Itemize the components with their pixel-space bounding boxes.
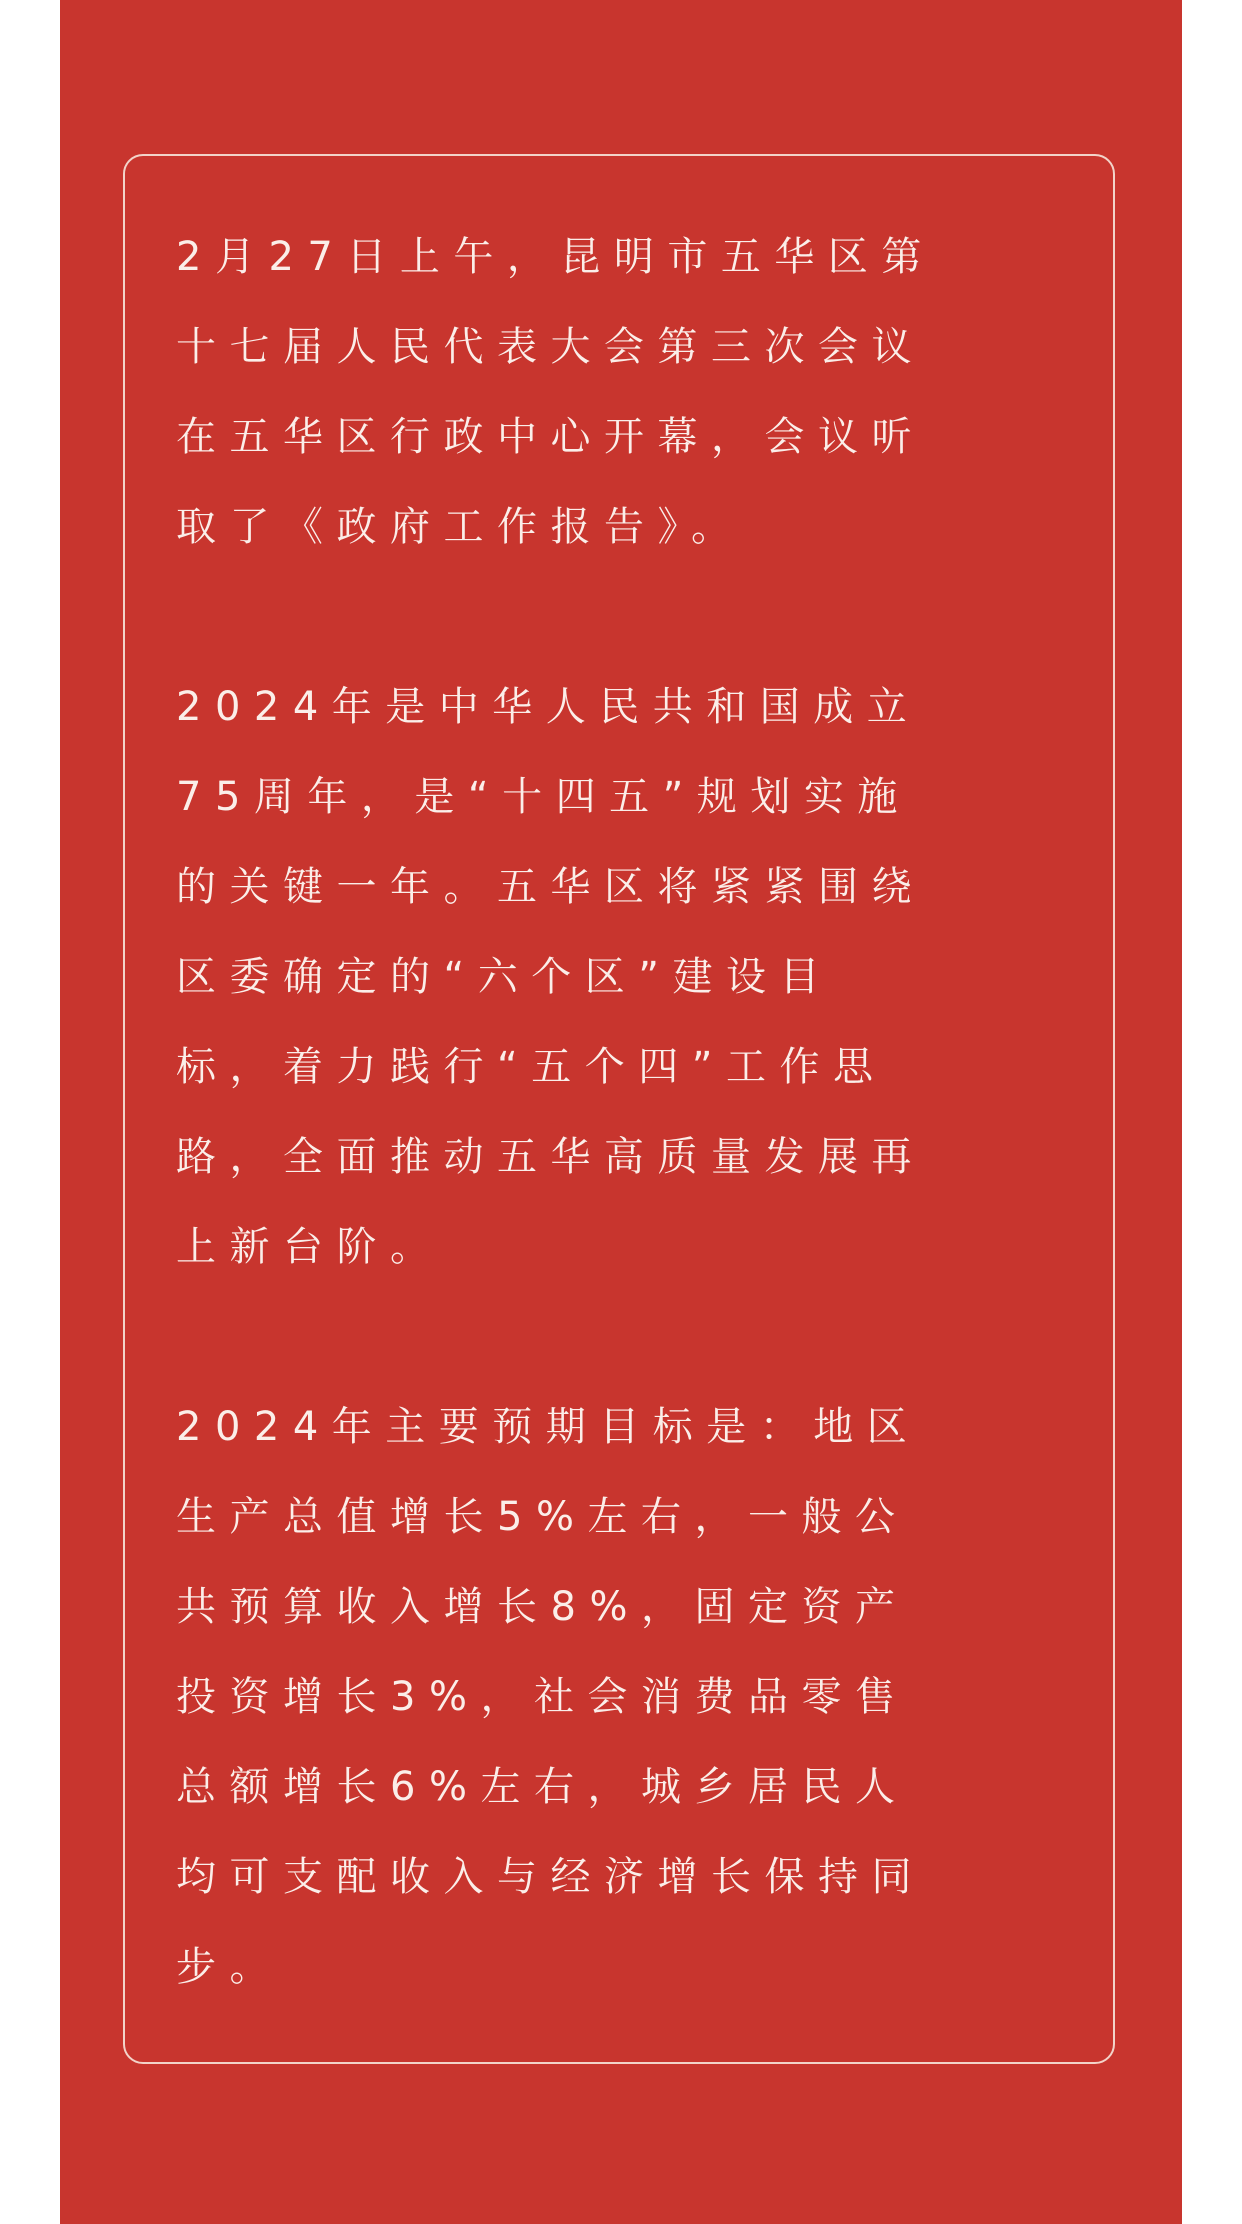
paragraph-targets: 2024年主要预期目标是：地区生产总值增长5%左右，一般公共预算收入增长8%，固定资产投资增长3%，社会消费品零售总额增长6%左右，城乡居民人均可支配收入与经济增长保持同步。 [176,1404,925,1990]
paragraph-context: 2024年是中华人民共和国成立75周年，是“十四五”规划实施的关键一年。五华区将紧紧围绕区委确定的“六个区”建设目标，着力践行“五个四”工作思路，全面推动五华高质量发展再上新台阶。 [176,684,925,1270]
paragraph-opening: 2月27日上午，昆明市五华区第十七届人民代表大会第三次会议在五华区行政中心开幕，会议听取了《政府工作报告》。 [176,234,935,550]
article-body [176,212,936,2012]
